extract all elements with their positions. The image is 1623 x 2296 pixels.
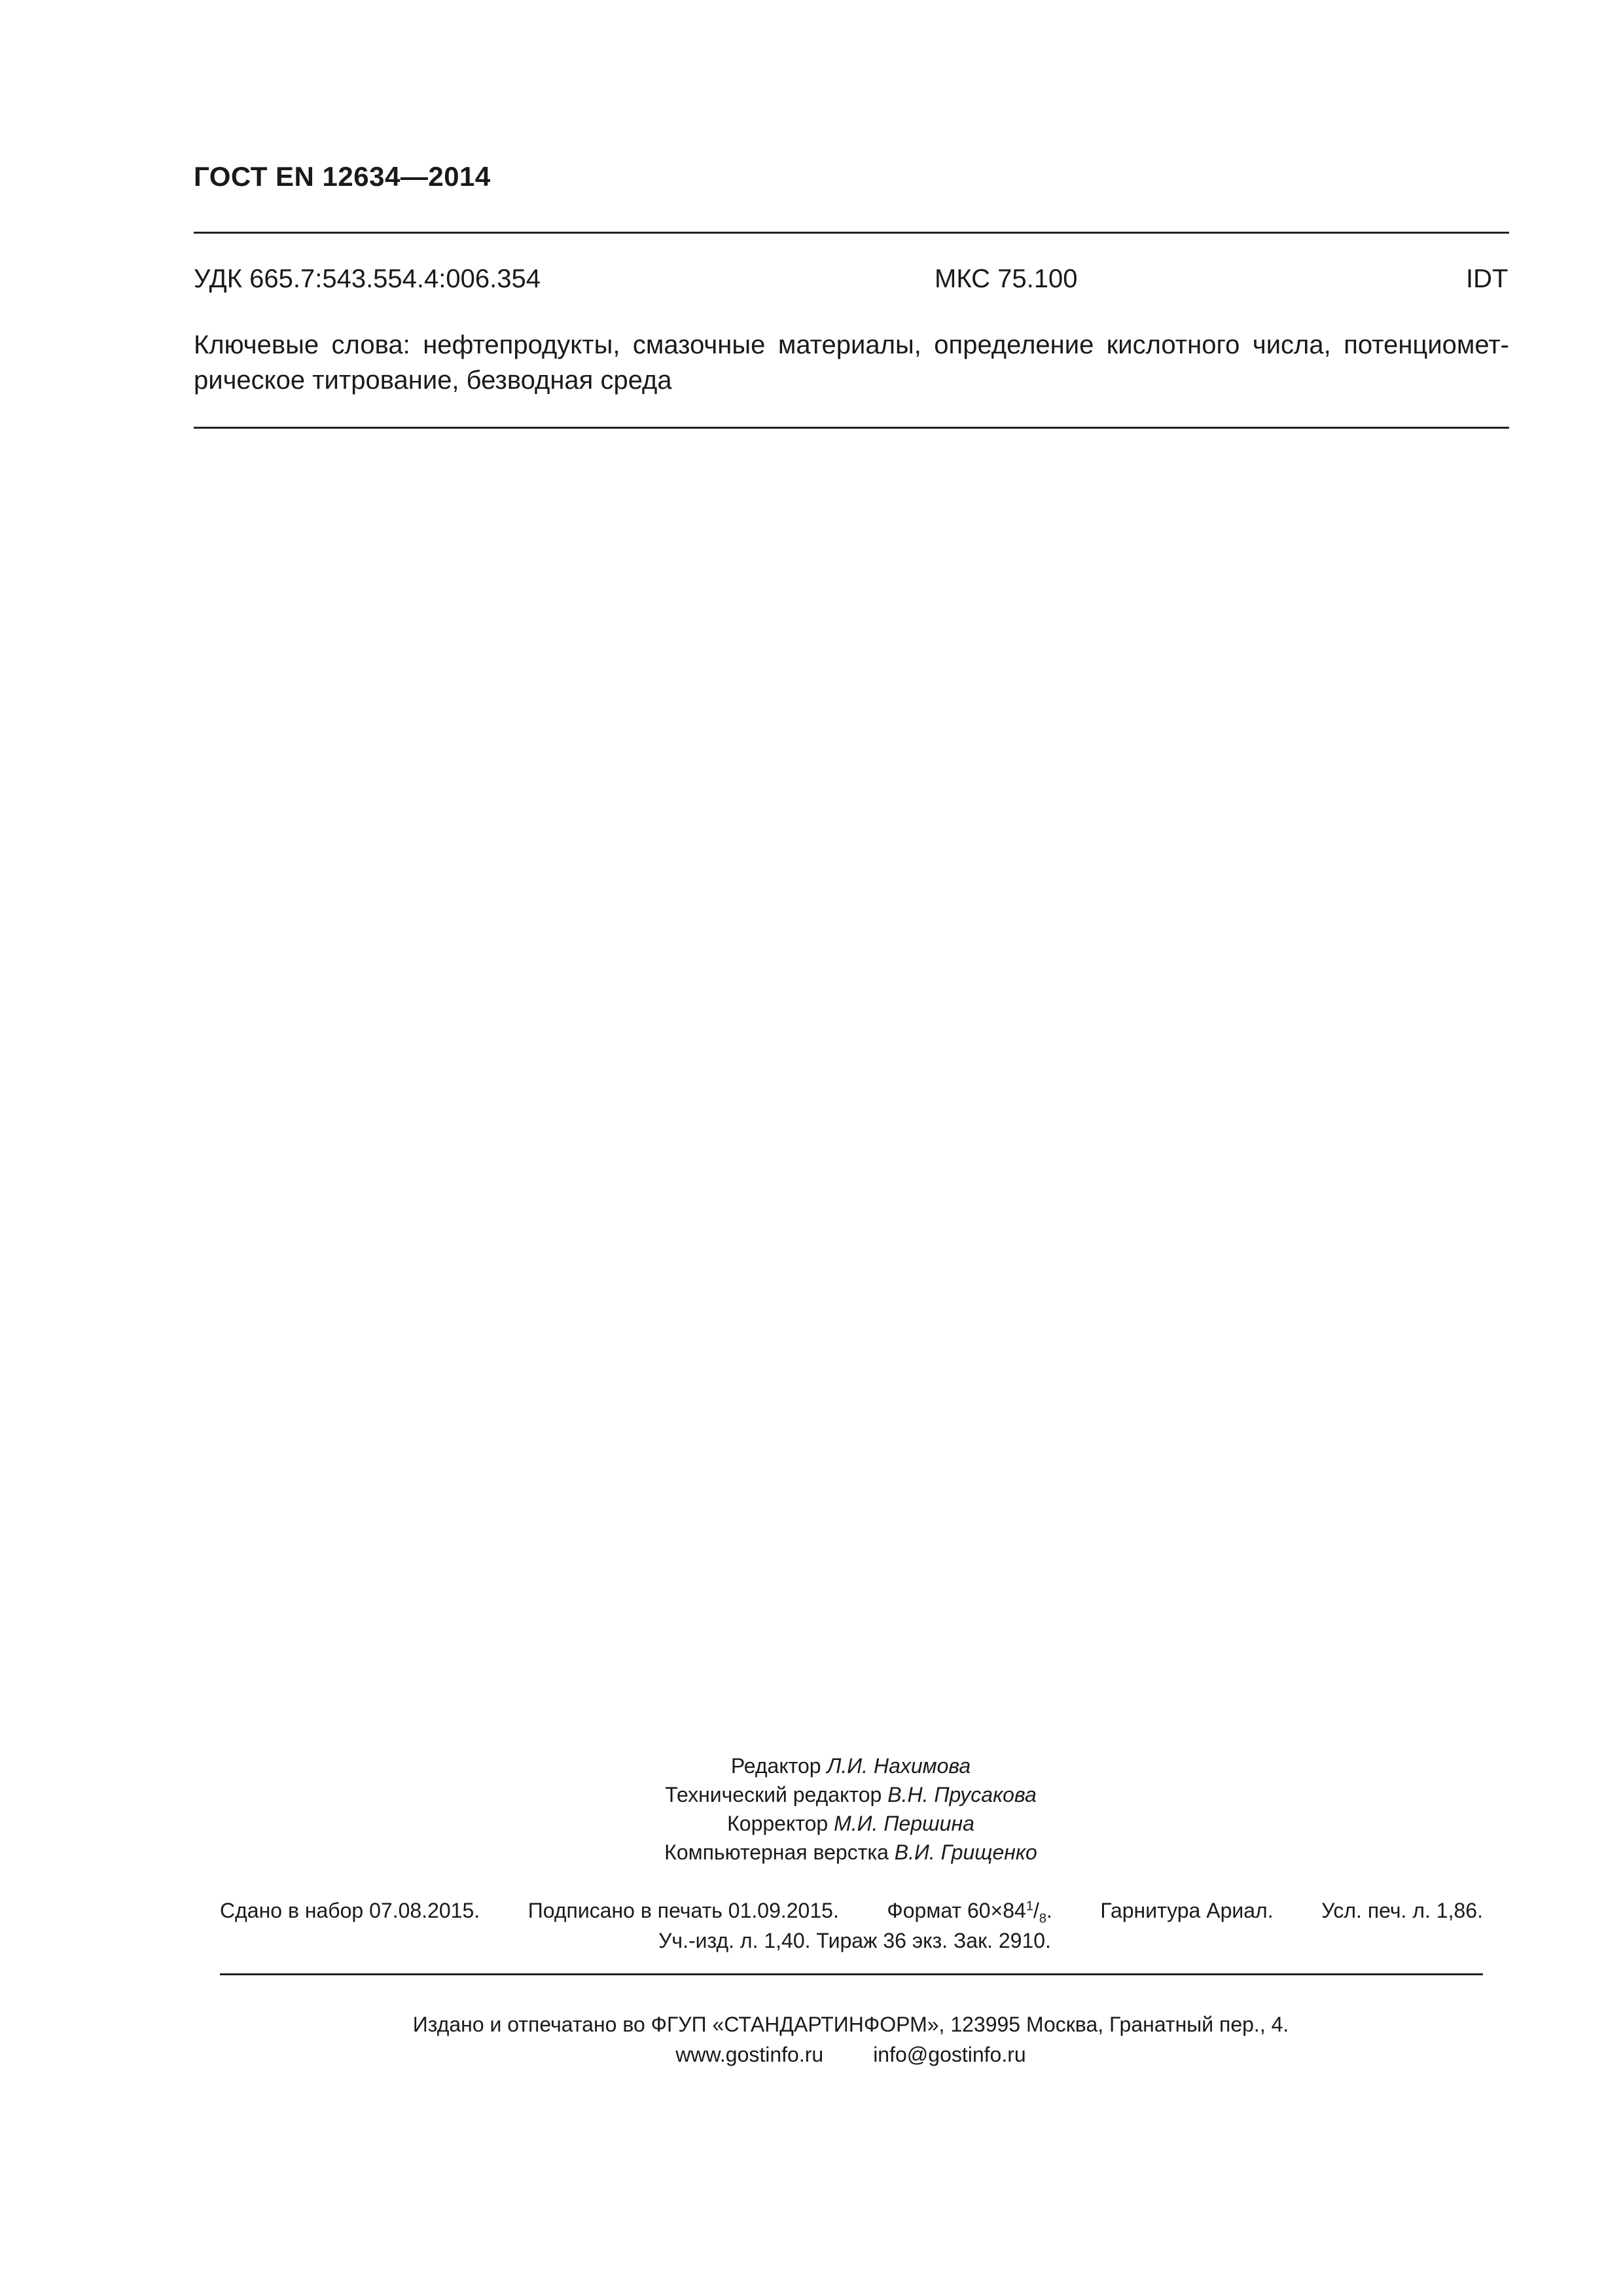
format-numerator: 1 xyxy=(1026,1899,1033,1914)
bottom-divider xyxy=(220,1973,1483,1975)
email-link[interactable]: info@gostinfo.ru xyxy=(873,2043,1026,2066)
typeset-date: Сдано в набор 07.08.2015. xyxy=(220,1899,480,1922)
credits-block xyxy=(0,1751,1623,1867)
credit-person: Л.И. Нахимова xyxy=(827,1754,971,1778)
paper-format: Формат $60\times 84^1/_8$. xyxy=(887,1899,1052,1926)
typeface: Гарнитура Ариал. xyxy=(1100,1899,1274,1922)
publisher-block xyxy=(0,2009,1623,2070)
credit-role: Корректор xyxy=(727,1812,829,1835)
credit-layout xyxy=(0,1838,1623,1867)
document-title: ГОСТ EN 12634—2014 xyxy=(194,161,491,192)
print-info-row xyxy=(220,1895,1483,1926)
credit-person: В.Н. Прусакова xyxy=(887,1783,1037,1806)
credit-person: В.И. Грищенко xyxy=(894,1840,1037,1864)
print-info-block xyxy=(220,1895,1483,1956)
idt-mark: IDT xyxy=(1466,264,1508,293)
printed-sheets: Усл. печ. л. 1,86. xyxy=(1321,1899,1483,1922)
credit-proofreader xyxy=(0,1809,1623,1838)
udk-code: УДК 665.7:543.554.4:006.354 xyxy=(194,264,541,293)
credit-role: Компьютерная верстка xyxy=(664,1840,889,1864)
format-tail: . xyxy=(1046,1899,1052,1922)
keywords-text: Ключевые слова: нефтепродукты, смазочные материалы, определение кислотного числа, потенциометрическое титрование, безводная среда xyxy=(194,331,1509,395)
mks-code: МКС 75.100 xyxy=(935,264,1078,293)
signed-date: Подписано в печать 01.09.2015. xyxy=(527,1899,839,1922)
print-info-row-2: Уч.-изд. л. 1,40. Тираж 36 экз. Зак. 2910. xyxy=(658,1929,1051,1952)
publisher-address: Издано и отпечатано во ФГУП «СТАНДАРТИНФОРМ», 123995 Москва, Гранатный пер., 4. xyxy=(412,2013,1289,2036)
format-label: Формат 60×84 xyxy=(887,1899,1026,1922)
credit-tech-editor xyxy=(0,1780,1623,1809)
credit-role: Редактор xyxy=(730,1754,821,1778)
publisher-contacts xyxy=(0,2039,1623,2070)
format-denominator: 8 xyxy=(1039,1911,1046,1926)
credit-person: М.И. Першина xyxy=(834,1812,974,1835)
top-divider xyxy=(194,232,1509,234)
credit-editor xyxy=(0,1751,1623,1780)
credit-role: Технический редактор xyxy=(665,1783,882,1806)
keywords-divider xyxy=(194,427,1509,429)
website-link[interactable]: www.gostinfo.ru xyxy=(675,2043,824,2066)
